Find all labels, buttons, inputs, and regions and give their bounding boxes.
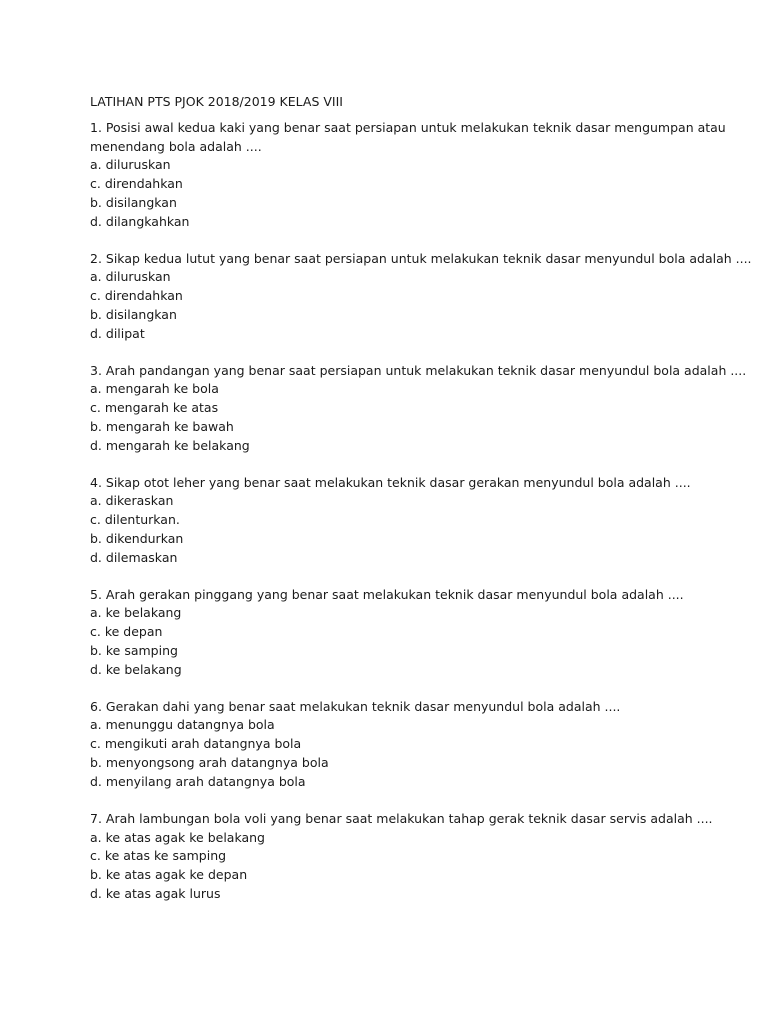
answer-option: d. ke atas agak lurus	[90, 885, 221, 901]
answer-option: b. disilangkan	[90, 306, 177, 322]
answer-option: d. ke belakang	[90, 661, 182, 677]
answer-option: d. mengarah ke belakang	[90, 437, 250, 453]
answer-option: c. ke atas ke samping	[90, 848, 227, 864]
question-7	[90, 810, 730, 904]
question-text: 1. Posisi awal kedua kaki yang benar saat persiapan untuk melakukan teknik dasar mengumpan atau menendang bola adalah ....	[90, 120, 726, 154]
answer-option: a. dikeraskan	[90, 493, 174, 509]
answer-option: d. dilemaskan	[90, 549, 178, 565]
answer-options	[90, 380, 730, 455]
answer-option: b. ke atas agak ke depan	[90, 866, 248, 882]
document-title: LATIHAN PTS PJOK 2018/2019 KELAS VIII	[90, 94, 343, 109]
question-5	[90, 586, 730, 680]
answer-option: b. ke samping	[90, 642, 178, 658]
answer-option: c. direndahkan	[90, 288, 183, 304]
question-text: 7. Arah lambungan bola voli yang benar saat melakukan tahap gerak teknik dasar servis adalah ....	[90, 810, 713, 826]
question-text: 2. Sikap kedua lutut yang benar saat persiapan untuk melakukan teknik dasar menyundul bola adalah ....	[90, 250, 752, 266]
answer-option: c. dilenturkan.	[90, 512, 180, 528]
answer-option: d. menyilang arah datangnya bola	[90, 773, 306, 789]
document-page	[90, 92, 752, 922]
question-text: 5. Arah gerakan pinggang yang benar saat melakukan teknik dasar menyundul bola adalah ....	[90, 586, 684, 602]
question-6	[90, 698, 730, 792]
answer-option: b. menyongsong arah datangnya bola	[90, 754, 329, 770]
answer-option: d. dilangkahkan	[90, 213, 190, 229]
answer-option: b. mengarah ke bawah	[90, 418, 234, 434]
answer-option: a. menunggu datangnya bola	[90, 717, 275, 733]
answer-option: c. ke depan	[90, 624, 163, 640]
answer-option: a. diluruskan	[90, 157, 171, 173]
question-4	[90, 474, 730, 568]
answer-options	[90, 716, 730, 791]
question-2	[90, 250, 752, 344]
answer-options	[90, 268, 730, 343]
answer-option: b. disilangkan	[90, 194, 177, 210]
answer-option: a. ke belakang	[90, 605, 182, 621]
answer-option: c. mengikuti arah datangnya bola	[90, 736, 302, 752]
answer-options	[90, 492, 730, 567]
answer-options	[90, 156, 730, 231]
answer-options	[90, 604, 730, 679]
answer-option: d. dilipat	[90, 325, 145, 341]
answer-option: c. mengarah ke atas	[90, 400, 219, 416]
answer-option: a. ke atas agak ke belakang	[90, 829, 265, 845]
question-text: 6. Gerakan dahi yang benar saat melakukan teknik dasar menyundul bola adalah ....	[90, 698, 621, 714]
answer-option: a. mengarah ke bola	[90, 381, 219, 397]
answer-option: b. dikendurkan	[90, 530, 184, 546]
question-1	[90, 119, 730, 231]
question-text: 4. Sikap otot leher yang benar saat melakukan teknik dasar gerakan menyundul bola adalah ....	[90, 474, 691, 490]
answer-options	[90, 829, 730, 904]
answer-option: c. direndahkan	[90, 176, 183, 192]
question-3	[90, 362, 747, 456]
question-text: 3. Arah pandangan yang benar saat persiapan untuk melakukan teknik dasar menyundul bola adalah ....	[90, 362, 747, 378]
answer-option: a. diluruskan	[90, 269, 171, 285]
